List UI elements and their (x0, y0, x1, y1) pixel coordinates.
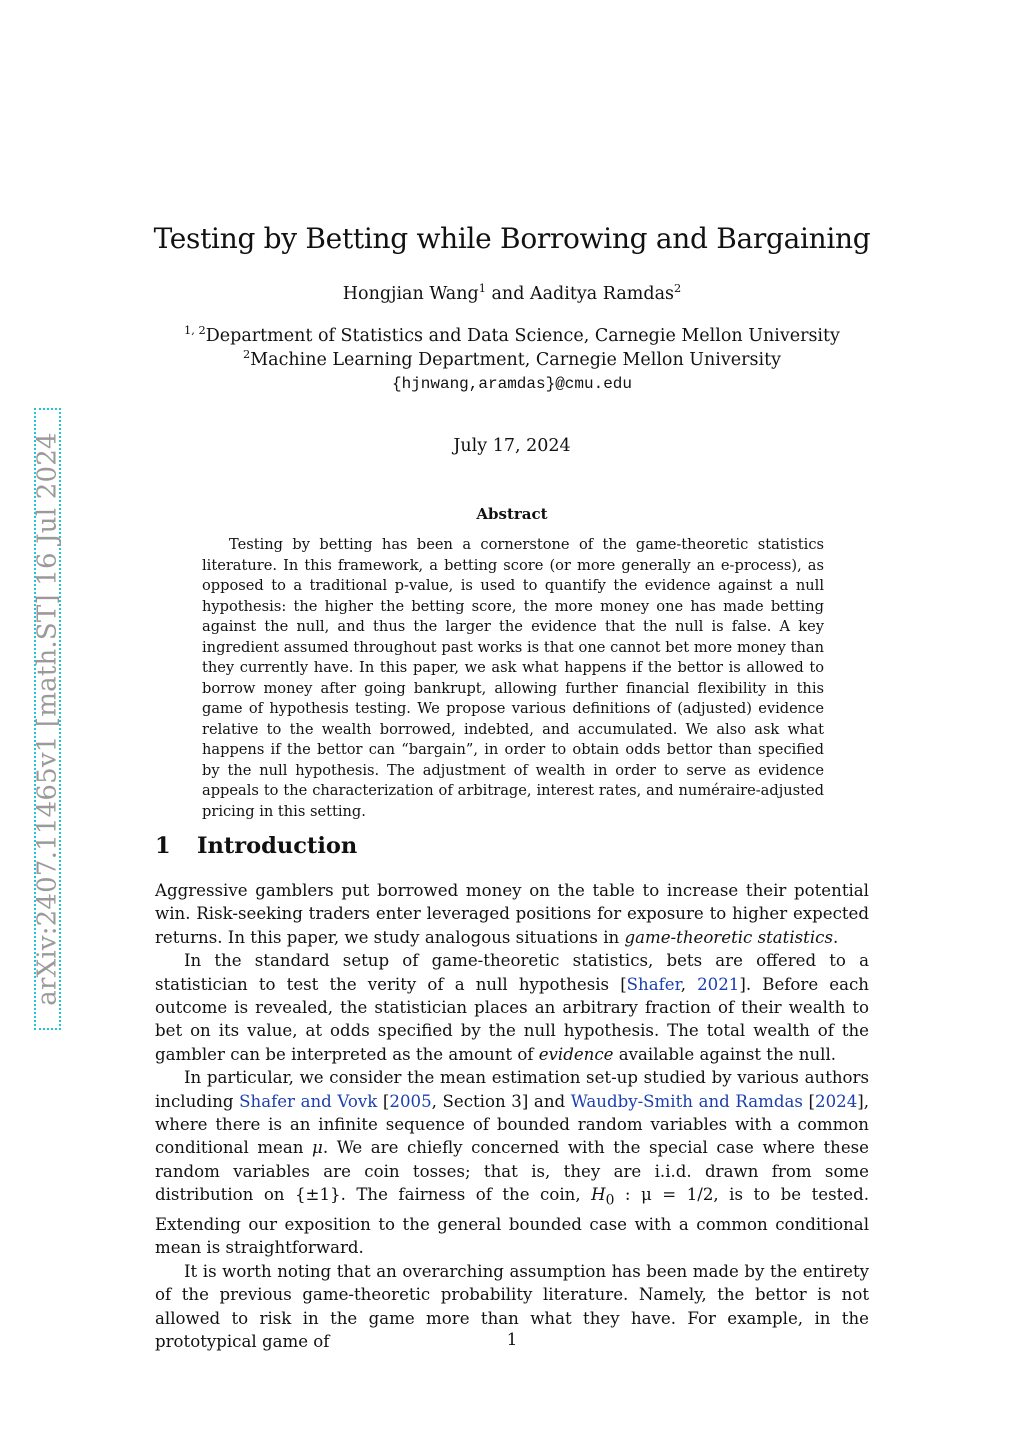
text-run: ]. Before each outcome is revealed, the statistician places an arbitrary fraction of their wealth to bet on its value, at odds specified by the null hypothesis. The total wealth of the gambler can be interpreted as the amount of (155, 974, 869, 1064)
intro-body (155, 879, 869, 1353)
citation-link-waudby-smith-ramdas[interactable]: Waudby-Smith and Ramdas (570, 1091, 803, 1111)
text-run: ], where there is an infinite sequence of bounded random variables with a common conditional mean (155, 1091, 869, 1158)
affiliation-2-marker: 2 (242, 347, 251, 362)
author-list (0, 281, 1024, 304)
paper-title: Testing by Betting while Borrowing and Bargaining (153, 222, 871, 255)
math-h0: H (591, 1185, 606, 1205)
intro-paragraph-2 (155, 949, 869, 1066)
section-number: 1 (155, 833, 171, 859)
citation-year-2024[interactable]: 2024 (815, 1091, 858, 1111)
text-run: [ (377, 1091, 390, 1111)
paper-date: July 17, 2024 (453, 436, 571, 456)
affiliation-2-text: Machine Learning Department, Carnegie Mellon University (250, 350, 782, 370)
text-run: available against the null. (613, 1044, 837, 1064)
emphasis: game-theoretic statistics (624, 927, 833, 947)
affiliation-1-text: Department of Statistics and Data Science, Carnegie Mellon University (205, 326, 840, 346)
abstract-text: Testing by betting has been a cornerstone of the game-theoretic statistics literature. In this framework, a betting score (or more generally an e-process), as opposed to a traditional p-value, is used to quantify the evidence against a null hypothesis: the higher the betting score, the more money one has made betting against the null, and thus the larger the evidence that the null is false. A key ingredient assumed throughout past works is that one cannot bet more money than they currently have. In this paper, we ask what happens if the bettor is allowed to borrow money after going bankrupt, allowing further financial flexibility in this game of hypothesis testing. We propose various definitions of (adjusted) evidence relative to the wealth borrowed, indebted, and accumulated. We also ask what happens if the bettor can “bargain”, in order to obtain odds bettor than specified by the null hypothesis. The adjustment of wealth in order to serve as evidence appeals to the characterization of arbitrage, interest rates, and numéraire-adjusted pricing in this setting. (202, 536, 824, 820)
text-run: In the standard setup of game-theoretic statistics, bets are offered to a statistician to test the verity of a null hypothesis [ (155, 951, 869, 994)
author-conjunction: and (485, 284, 530, 304)
text-run: , Section 3] and (431, 1091, 571, 1111)
affiliation-2 (0, 347, 1024, 370)
intro-paragraph-4: It is worth noting that an overarching assumption has been made by the entirety of the previous game-theoretic probability literature. Namely, the bettor is not allowed to risk in the game more than what they have. For example, in the prototypical game of (155, 1261, 869, 1352)
section-heading (155, 833, 357, 859)
author-emails: {hjnwang,aramdas}@cmu.edu (391, 375, 633, 393)
citation-year[interactable]: 2021 (697, 974, 740, 994)
author-2: Aaditya Ramdas (529, 284, 674, 304)
text-run: Aggressive gamblers put borrowed money on the table to increase their potential win. Risk-seeking traders enter leveraged positions for exposure to higher expected returns. In this paper, we study analogous situations in (155, 881, 869, 947)
citation-author[interactable]: Shafer (626, 974, 681, 994)
citation-year-2005[interactable]: 2005 (389, 1091, 432, 1111)
author-1: Hongjian Wang (342, 284, 479, 304)
abstract (202, 535, 824, 822)
math-mu: μ (312, 1138, 323, 1158)
section-title: Introduction (197, 833, 358, 859)
math-h0-rest: : μ = 1/2 (614, 1185, 714, 1205)
author-2-affil: 2 (674, 281, 682, 296)
citation-link[interactable] (627, 975, 740, 994)
text-run: . (832, 927, 839, 947)
affiliation-1 (0, 323, 1024, 346)
affiliation-1-marker: 1, 2 (184, 323, 206, 338)
citation-separator: , (680, 974, 698, 994)
abstract-heading: Abstract (476, 505, 548, 523)
arxiv-stamp-text: arXiv:2407.11465v1 [math.ST] 16 Jul 2024 (32, 432, 63, 1006)
intro-paragraph-1 (155, 879, 869, 949)
intro-paragraph-3 (155, 1066, 869, 1260)
math-h0-subscript: 0 (605, 1192, 615, 1209)
page-number: 1 (506, 1330, 518, 1349)
arxiv-stamp (34, 408, 61, 1030)
emphasis: evidence (538, 1044, 614, 1064)
text-run: [ (802, 1091, 816, 1111)
text-run: . We are chiefly concerned with the special case where these random variables are coin tosses; that is, they are i.i.d. drawn from some distribution on {±1}. The fairness of the coin, (155, 1138, 869, 1205)
text-run: , is to be tested. Extending our exposition to the general bounded case with a common conditional mean is straightforward. (155, 1185, 869, 1258)
text-run: In particular, we consider the mean estimation set-up studied by various authors including (155, 1068, 869, 1111)
citation-link-shafer-vovk[interactable]: Shafer and Vovk (239, 1091, 378, 1111)
author-1-affil: 1 (478, 281, 486, 296)
